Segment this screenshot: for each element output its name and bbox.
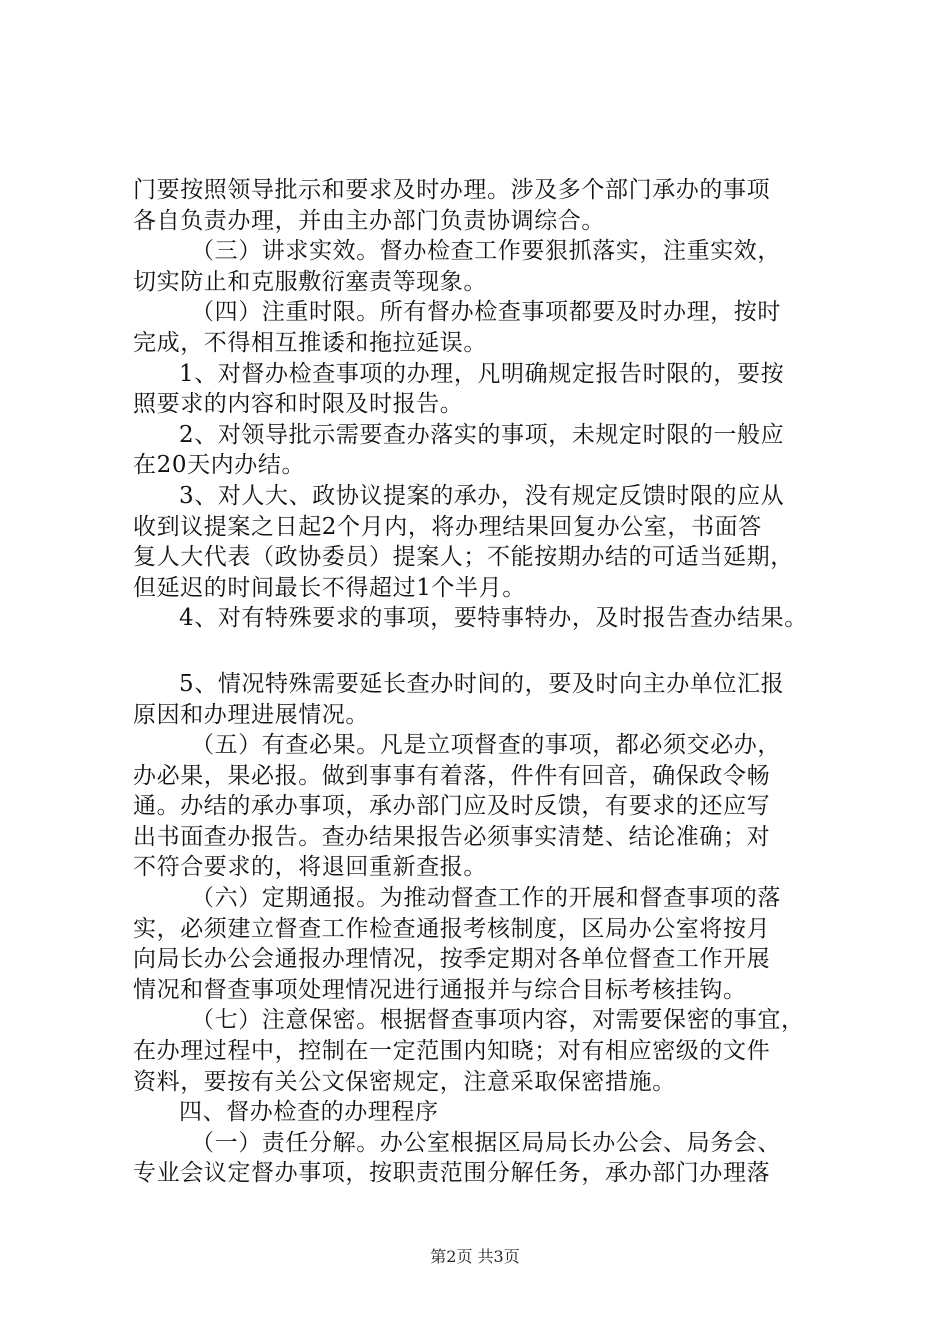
text-line: 但延迟的时间最长不得超过1个半月。 bbox=[133, 574, 526, 601]
text-line: 原因和办理进展情况。 bbox=[133, 701, 369, 728]
text-line: 2、对领导批示需要查办落实的事项，未规定时限的一般应 bbox=[179, 421, 785, 448]
page-footer: 第2页 共3页 bbox=[430, 1247, 520, 1266]
text-line: 实，必须建立督查工作检查通报考核制度，区局办公室将按月 bbox=[133, 915, 771, 942]
text-line: 完成，不得相互推诿和拖拉延误。 bbox=[133, 329, 487, 356]
text-line: （六）定期通报。为推动督查工作的开展和督查事项的落 bbox=[191, 885, 781, 912]
text-line: （一）责任分解。办公室根据区局局长办公会、局务会、 bbox=[191, 1129, 781, 1156]
text-line: 不符合要求的，将退回重新查报。 bbox=[133, 854, 487, 881]
text-line: 5、情况特殊需要延长查办时间的，要及时向主办单位汇报 bbox=[179, 670, 785, 697]
text-line: 各自负责办理，并由主办部门负责协调综合。 bbox=[133, 207, 605, 234]
text-line: 情况和督查事项处理情况进行通报并与综合目标考核挂钩。 bbox=[133, 976, 747, 1003]
text-line: （七）注意保密。根据督查事项内容，对需要保密的事宜， bbox=[191, 1007, 805, 1034]
text-line: （四）注重时限。所有督办检查事项都要及时办理，按时 bbox=[191, 299, 781, 326]
text-line: 在20天内办结。 bbox=[133, 452, 306, 479]
text-line: 资料，要按有关公文保密规定，注意采取保密措施。 bbox=[133, 1068, 676, 1095]
text-line: 切实防止和克服敷衍塞责等现象。 bbox=[133, 268, 487, 295]
text-line: 3、对人大、政协议提案的承办，没有规定反馈时限的应从 bbox=[179, 482, 785, 509]
text-line: 复人大代表（政协委员）提案人；不能按期办结的可适当延期， bbox=[133, 544, 794, 571]
text-line: 1、对督办检查事项的办理，凡明确规定报告时限的，要按 bbox=[179, 360, 785, 387]
text-line: （五）有查必果。凡是立项督查的事项，都必须交必办， bbox=[191, 732, 781, 759]
text-line: 4、对有特殊要求的事项，要特事特办，及时报告查办结果。 bbox=[179, 605, 808, 632]
text-line: 四、督办检查的办理程序 bbox=[179, 1099, 439, 1126]
blank-line bbox=[133, 634, 853, 669]
text-line: 通。办结的承办事项，承办部门应及时反馈，有要求的还应写 bbox=[133, 793, 771, 820]
text-line: 专业会议定督办事项，按职责范围分解任务，承办部门办理落 bbox=[133, 1160, 771, 1187]
text-line: 照要求的内容和时限及时报告。 bbox=[133, 391, 464, 418]
document-body bbox=[133, 175, 853, 1189]
text-line: （三）讲求实效。督办检查工作要狠抓落实，注重实效， bbox=[191, 238, 781, 265]
text-line: 门要按照领导批示和要求及时办理。涉及多个部门承办的事项 bbox=[133, 177, 771, 203]
text-line: 办必果，果必报。做到事事有着落，件件有回音，确保政令畅 bbox=[133, 762, 771, 789]
text-line: 出书面查办报告。查办结果报告必须事实清楚、结论准确；对 bbox=[133, 823, 771, 850]
text-line: 向局长办公会通报办理情况，按季定期对各单位督查工作开展 bbox=[133, 946, 771, 973]
text-line: 收到议提案之日起2个月内，将办理结果回复办公室，书面答 bbox=[133, 513, 762, 540]
text-line: 在办理过程中，控制在一定范围内知晓；对有相应密级的文件 bbox=[133, 1038, 771, 1065]
